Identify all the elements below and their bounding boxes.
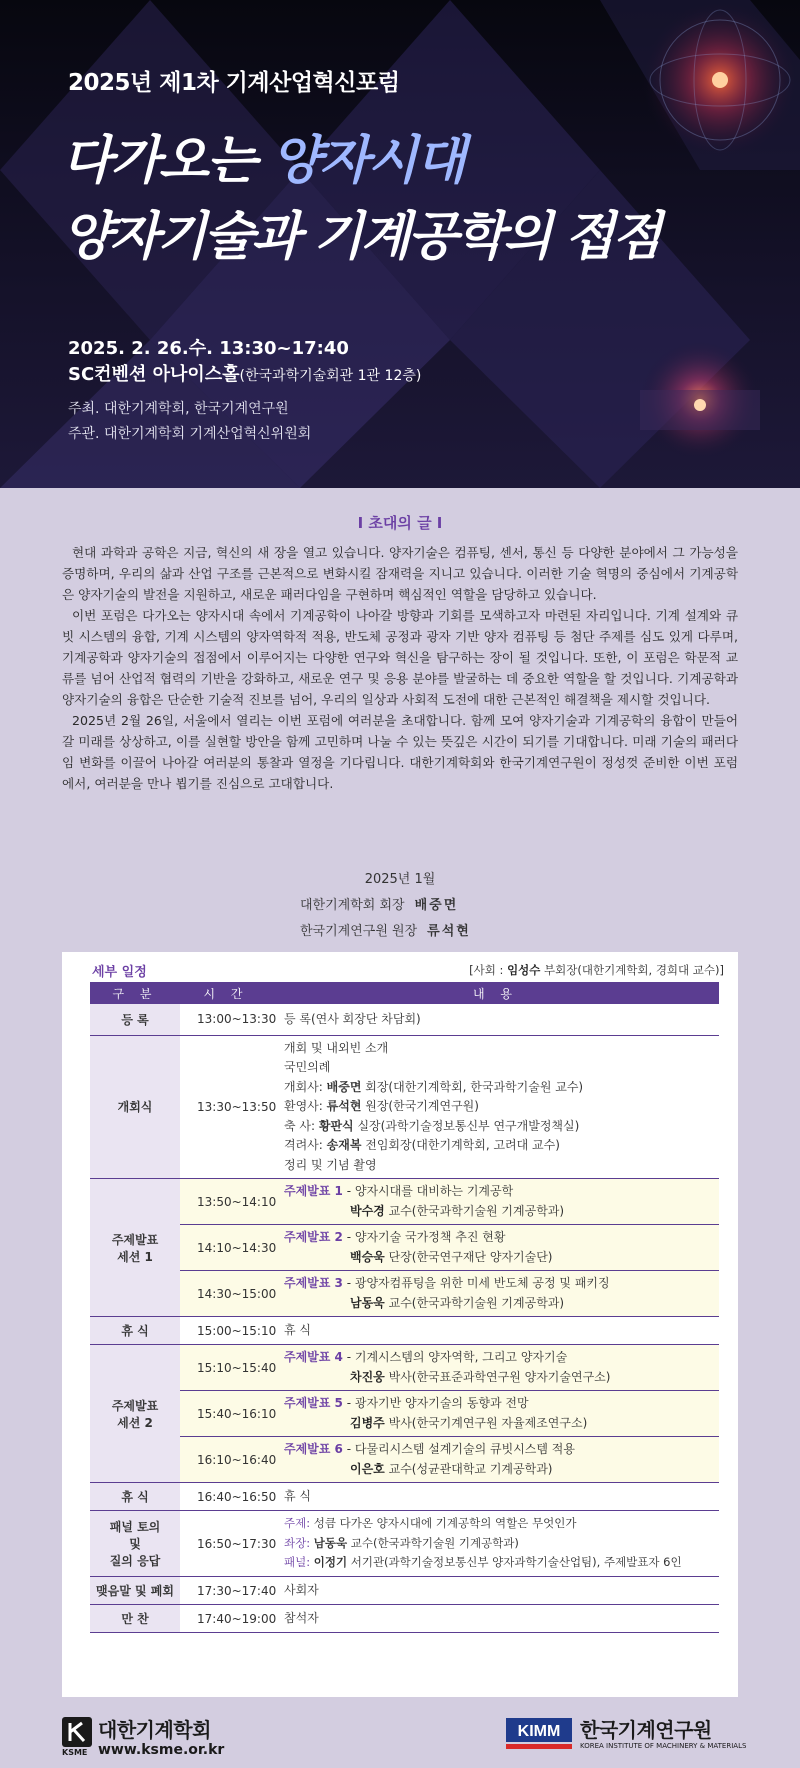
row-content: [272, 1437, 719, 1483]
talk-speaker: [284, 1460, 719, 1480]
talk-topic: - 광자기반 양자기술의 동향과 전망: [342, 1396, 529, 1410]
row-content: [272, 1271, 719, 1317]
person-name: 이정기: [313, 1555, 348, 1570]
speaker-affil: 교수(한국과학기술원 기계공학과): [384, 1203, 565, 1218]
talk-label: 주제발표 1: [284, 1184, 343, 1198]
invitation-paragraph: 2025년 2월 26일, 서울에서 열리는 이번 포럼에 여러분을 초대합니다. 함께 모여 양자기술과 기계공학의 융합이 만들어갈 미래를 상상하고, 이를 실현할 방안을 함께 고민하며 나눌 수 있는 뜻깊은 시간이 되기를 기대합니다. 미래 기술의 패러다임 변화를 이끌어 나아갈 여러분의 통찰과 열정을 기다립니다. 대한기계학회와 한국기계연구원이 정성껏 준비한 이번 포럼에서, 여러분을 만나 뵙기를 진심으로 고대합니다.: [62, 713, 738, 791]
header-content: 내 용: [272, 982, 719, 1004]
row-content: 참석자: [272, 1605, 719, 1633]
speaker-name: 박수경: [350, 1203, 385, 1218]
table-row: [90, 1225, 719, 1271]
talk-label: 주제발표 2: [284, 1230, 343, 1244]
opening-line: 정리 및 기념 촬영: [284, 1157, 377, 1172]
category-line: 세션 1: [117, 1249, 153, 1264]
speaker-name: 김병주: [350, 1415, 385, 1430]
row-content: 휴 식: [272, 1317, 719, 1345]
opening-line: 개회 및 내외빈 소개: [284, 1040, 389, 1055]
row-content: [272, 1225, 719, 1271]
role-label: 축 사:: [284, 1118, 319, 1133]
opening-line: 국민의례: [284, 1060, 331, 1074]
panel-line: [284, 1534, 719, 1554]
row-time: 15:10~15:40: [180, 1345, 272, 1391]
person-affil: 실장(과학기술정보통신부 연구개발정책실): [353, 1118, 580, 1133]
talk-speaker: [284, 1294, 719, 1314]
talk-topic: - 광양자컴퓨팅을 위한 미세 반도체 공정 및 패키징: [342, 1276, 610, 1290]
schedule-moderator: [469, 962, 724, 978]
signature-role: 한국기계연구원 원장: [300, 924, 418, 939]
row-content: [272, 1511, 719, 1577]
row-category: [90, 1345, 180, 1483]
talk-topic: - 기계시스템의 양자역학, 그리고 양자기술: [342, 1350, 568, 1364]
table-row: [90, 1437, 719, 1483]
kimm-logo-text: KIMM: [517, 1723, 561, 1740]
row-category: 휴 식: [90, 1317, 180, 1345]
row-time: 14:10~14:30: [180, 1225, 272, 1271]
signature-kimm: [300, 920, 471, 939]
opening-line: [284, 1078, 719, 1098]
row-content: [272, 1345, 719, 1391]
schedule-table: [90, 982, 719, 1633]
ksme-logo-icon: [62, 1717, 92, 1747]
row-content: [272, 1035, 719, 1179]
header-time: 시 간: [180, 982, 272, 1004]
person-affil: 원장(한국기계연구원): [361, 1099, 479, 1113]
kimm-logo-icon: [506, 1718, 572, 1750]
ksme-name: 대한기계학회: [98, 1718, 211, 1742]
row-time: 13:30~13:50: [180, 1035, 272, 1179]
ksme-abbr: KSME: [62, 1748, 88, 1757]
table-row: [90, 1391, 719, 1437]
speaker-affil: 단장(한국연구재단 양자기술단): [384, 1249, 553, 1264]
row-time: 16:40~16:50: [180, 1483, 272, 1511]
moderator-prefix: [사회 :: [469, 963, 508, 977]
person-name: 남동욱: [313, 1535, 348, 1550]
panel-label: 패널:: [284, 1555, 314, 1570]
row-time: 17:30~17:40: [180, 1577, 272, 1605]
table-row: [90, 1345, 719, 1391]
table-row: [90, 1317, 719, 1345]
table-row: [90, 1004, 719, 1035]
person-name: 배중면: [326, 1079, 362, 1094]
talk-speaker: [284, 1202, 719, 1222]
invitation-paragraph: 이번 포럼은 다가오는 양자시대 속에서 기계공학이 나아갈 방향과 기회를 모색하고자 마련된 자리입니다. 기계 설계와 큐빗 시스템의 융합, 기계 시스템의 양자역학적 적용, 반도체 공정과 광자 기반 양자 컴퓨팅 등 첨단 주제를 심도 있게 다루며, 기계공학과 양자기술의 접점에서 이루어지는 다양한 연구와 혁신을 탐구하는 장이 될 것입니다. 또한, 이 포럼은 학문적 교류를 넘어 산업적 협력의 기반을 강화하고, 새로운 연구 및 응용 분야를 발굴하는 데 중요한 역할을 할 것입니다. 기계공학과 양자기술의 융합은 단순한 기술적 진보를 넘어, 우리의 일상과 사회적 도전에 대한 근본적인 해결책을 제시할 것입니다.: [62, 608, 738, 707]
kimm-name: 한국기계연구원: [580, 1718, 712, 1742]
opening-line: [284, 1136, 719, 1156]
invitation-body: [62, 542, 738, 794]
table-row: [90, 1179, 719, 1225]
venue-detail: (한국과학기술회관 1관 12층): [239, 368, 422, 384]
table-row: [90, 1035, 719, 1179]
talk-label: 주제발표 3: [284, 1276, 343, 1290]
talk-speaker: [284, 1248, 719, 1268]
row-category: 만 찬: [90, 1605, 180, 1633]
signature-name: 배중면: [414, 898, 459, 913]
footer: [0, 1700, 800, 1768]
speaker-name: 백승욱: [350, 1249, 385, 1264]
event-date: 2025. 2. 26.수. 13:30~17:40: [68, 338, 349, 359]
panel-label: 주제:: [284, 1516, 314, 1531]
invitation-paragraph: 현대 과학과 공학은 지금, 혁신의 새 장을 열고 있습니다. 양자기술은 컴퓨팅, 센서, 통신 등 다양한 분야에서 그 가능성을 증명하며, 우리의 삶과 산업 구조를 근본적으로 변화시킬 잠재력을 지니고 있습니다. 이러한 기술 혁명의 중심에서 기계공학은 양자기술의 발전을 지원하고, 새로운 패러다임을 구현하며 핵심적인 역할을 담당하고 있습니다.: [62, 545, 738, 602]
row-category: [90, 1179, 180, 1317]
row-time: 13:50~14:10: [180, 1179, 272, 1225]
forum-edition: 2025년 제1차 기계산업혁신포럼: [68, 70, 400, 96]
row-content: [272, 1179, 719, 1225]
person-name: 류석현: [326, 1099, 362, 1113]
speaker-affil: 박사(한국표준과학연구원 양자기술연구소): [384, 1369, 611, 1384]
row-category: 개회식: [90, 1035, 180, 1179]
signature-ksme: [300, 894, 458, 913]
person-name: 송재복: [326, 1138, 362, 1152]
row-content: 등 록(연사 회장단 차담회): [272, 1004, 719, 1035]
event-host: 주최. 대한기계학회, 한국기계연구원: [68, 401, 289, 417]
category-line: 질의 응답: [109, 1554, 161, 1568]
table-row: [90, 1605, 719, 1633]
table-row: [90, 1483, 719, 1511]
talk-speaker: [284, 1414, 719, 1434]
row-time: 13:00~13:30: [180, 1004, 272, 1035]
role-label: 환영사:: [284, 1099, 327, 1113]
moderator-suffix: 부회장(대한기계학회, 경희대 교수)]: [540, 963, 724, 977]
header-category: 구 분: [90, 982, 180, 1004]
talk-speaker: [284, 1368, 719, 1388]
panel-topic: 성큼 다가온 양자시대에 기계공학의 역할은 무엇인가: [313, 1516, 577, 1531]
talk-topic: - 양자기술 국가정책 추진 현황: [342, 1230, 506, 1244]
speaker-name: 차진웅: [350, 1369, 385, 1384]
panel-label: 좌장:: [284, 1535, 314, 1550]
category-line: 패널 토의: [109, 1520, 161, 1534]
event-venue: [68, 360, 421, 386]
row-content: 사회자: [272, 1577, 719, 1605]
ksme-url[interactable]: www.ksme.or.kr: [98, 1742, 225, 1758]
category-line: 주제발표: [111, 1398, 159, 1413]
row-time: 16:50~17:30: [180, 1511, 272, 1577]
table-row: [90, 1511, 719, 1577]
talk-label: 주제발표 6: [284, 1442, 343, 1456]
event-organizer: 주관. 대한기계학회 기계산업혁신위원회: [68, 426, 312, 442]
person-name: 황판식: [318, 1118, 354, 1133]
speaker-name: 남동욱: [350, 1295, 385, 1310]
main-title-line2: 양자기술과 기계공학의 접점: [62, 207, 659, 267]
row-time: 14:30~15:00: [180, 1271, 272, 1317]
signature-name: 류석현: [427, 924, 471, 939]
row-category: 등 록: [90, 1004, 180, 1035]
hero-banner: [0, 0, 800, 488]
speaker-affil: 박사(한국기계연구원 자율제조연구소): [384, 1415, 588, 1430]
row-time: 17:40~19:00: [180, 1605, 272, 1633]
person-affil: 전임회장(대한기계학회, 고려대 교수): [361, 1138, 560, 1152]
opening-line: [284, 1117, 719, 1137]
schedule-table-header-row: [90, 982, 719, 1004]
role-label: 개회사:: [284, 1079, 327, 1094]
speaker-affil: 교수(성균관대학교 기계공학과): [384, 1461, 553, 1476]
table-row: [90, 1577, 719, 1605]
schedule-title: 세부 일정: [92, 965, 147, 980]
schedule-header: [90, 960, 724, 982]
table-row: [90, 1271, 719, 1317]
main-title-line1-a: 다가오는: [62, 131, 272, 191]
panel-line: [284, 1553, 719, 1573]
role-label: 격려사:: [284, 1138, 327, 1152]
panel-line: [284, 1514, 719, 1534]
person-affil: 교수(한국과학기술원 기계공학과): [347, 1535, 519, 1550]
talk-topic: - 다물리시스템 설계기술의 큐빗시스템 적용: [342, 1442, 575, 1456]
talk-topic: - 양자시대를 대비하는 기계공학: [342, 1184, 514, 1198]
category-line: 및: [129, 1537, 141, 1551]
main-title-line1-b: 양자시대: [271, 131, 464, 191]
row-category: 맺음말 및 폐회: [90, 1577, 180, 1605]
opening-line: [284, 1097, 719, 1117]
invitation-date: 2025년 1월: [364, 872, 436, 887]
person-affil: 회장(대한기계학회, 한국과학기술원 교수): [361, 1079, 584, 1094]
row-time: 15:40~16:10: [180, 1391, 272, 1437]
main-title-line1: [62, 118, 464, 193]
row-category: 휴 식: [90, 1483, 180, 1511]
row-time: 16:10~16:40: [180, 1437, 272, 1483]
talk-label: 주제발표 4: [284, 1350, 343, 1364]
signature-role: 대한기계학회 회장: [300, 898, 405, 913]
row-category: [90, 1511, 180, 1577]
schedule-card: [62, 952, 738, 1697]
row-time: 15:00~15:10: [180, 1317, 272, 1345]
venue-name: SC컨벤션 아나이스홀: [68, 364, 240, 385]
row-content: 휴 식: [272, 1483, 719, 1511]
speaker-name: 이은호: [350, 1461, 385, 1476]
person-affil: 서기관(과학기술정보통신부 양자과학기술산업팀), 주제발표자 6인: [347, 1555, 682, 1570]
speaker-affil: 교수(한국과학기술원 기계공학과): [384, 1295, 565, 1310]
invitation-title: I 초대의 글 I: [357, 514, 443, 532]
category-line: 주제발표: [111, 1232, 159, 1247]
category-line: 세션 2: [117, 1415, 153, 1430]
kimm-english-name: KOREA INSTITUTE OF MACHINERY & MATERIALS: [580, 1742, 747, 1750]
talk-label: 주제발표 5: [284, 1396, 343, 1410]
row-content: [272, 1391, 719, 1437]
moderator-name: 임성수: [507, 963, 541, 977]
